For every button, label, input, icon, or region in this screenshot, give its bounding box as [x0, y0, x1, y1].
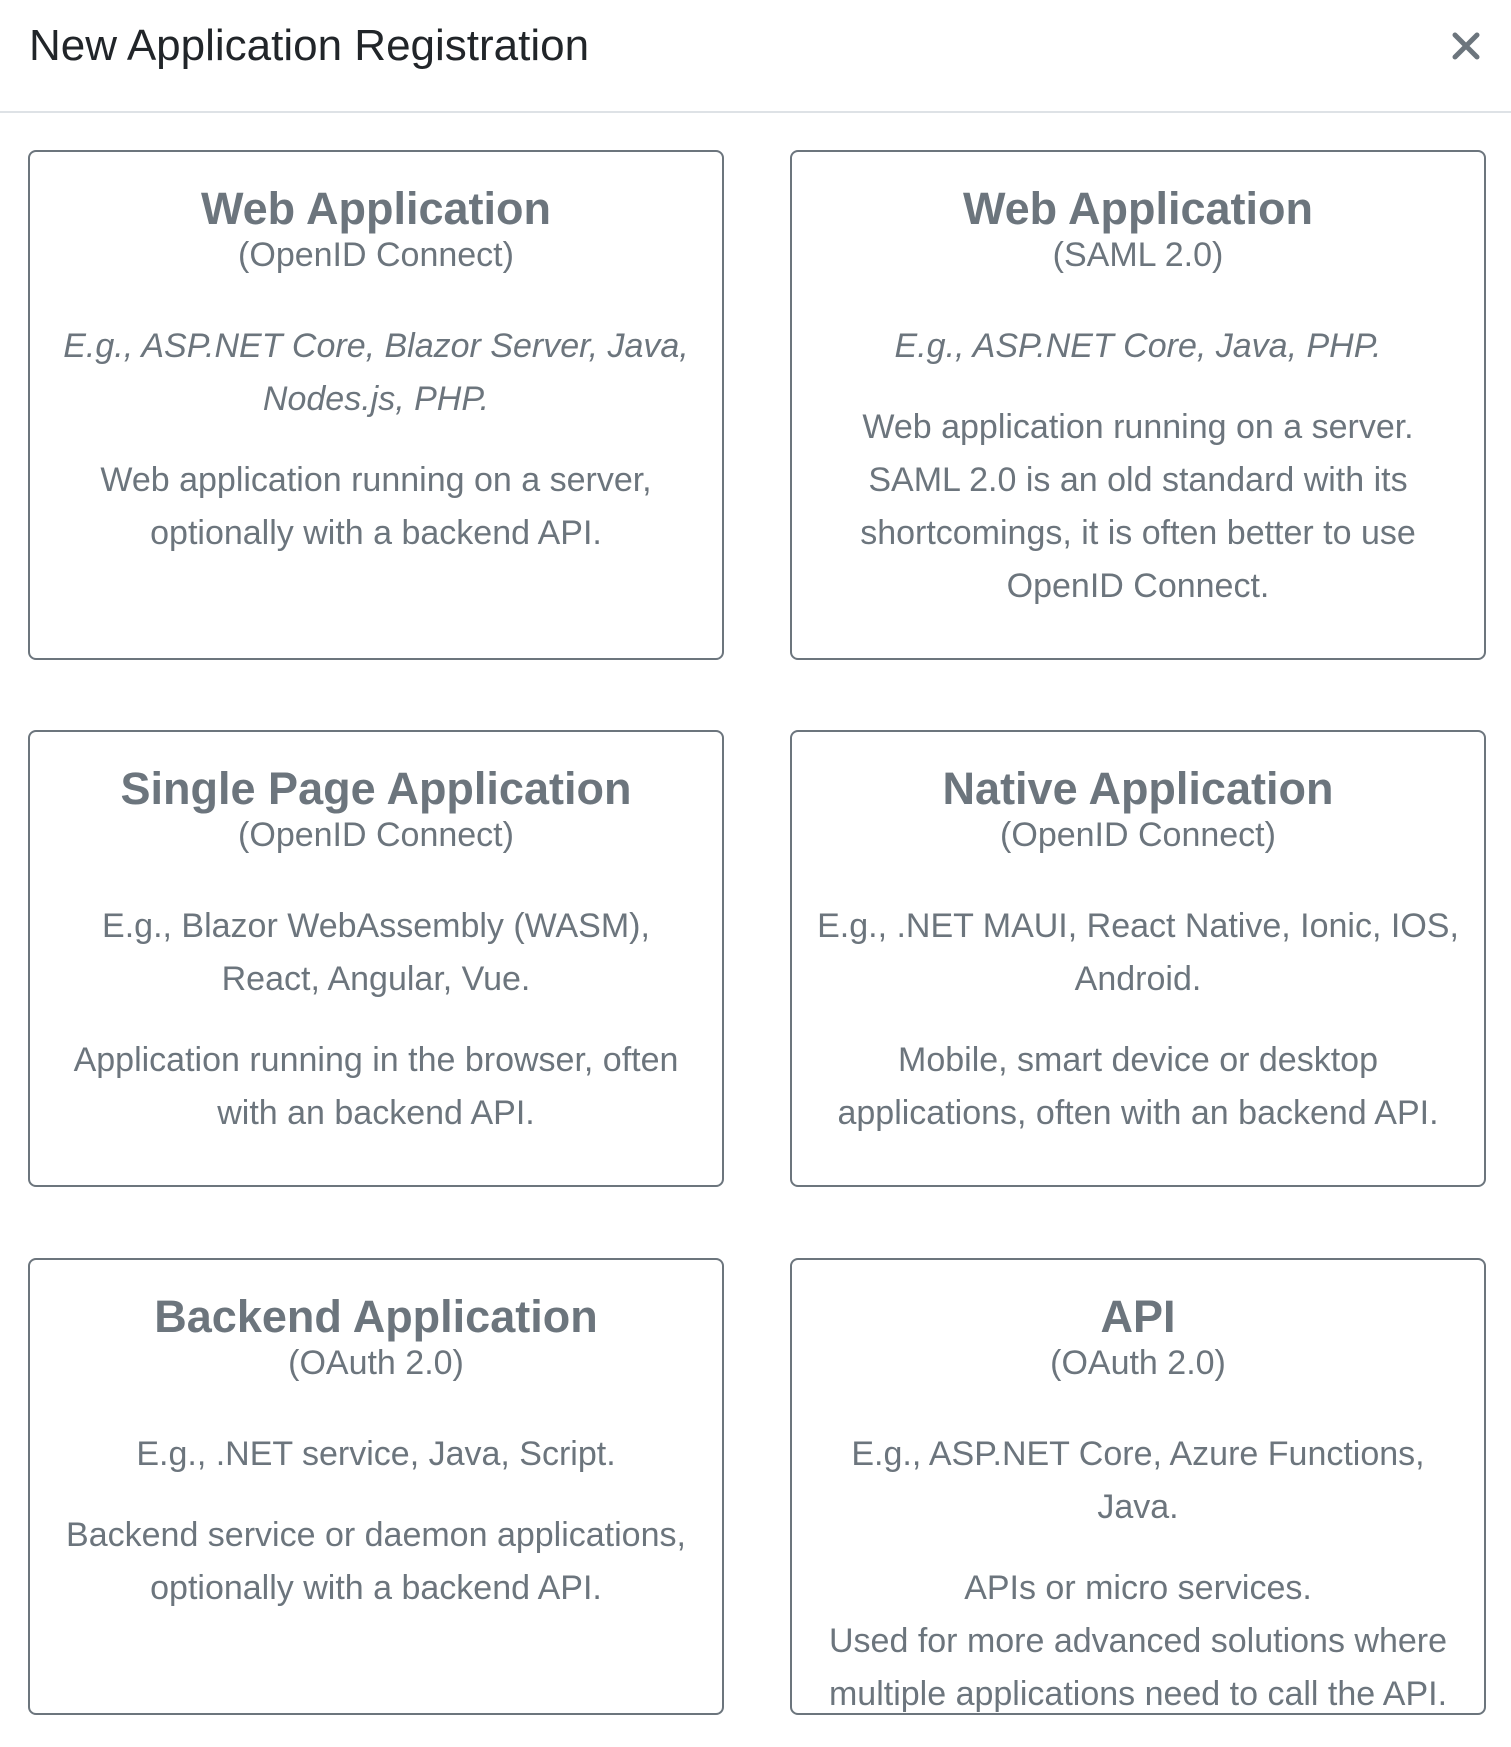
card-examples: E.g., .NET MAUI, React Native, Ionic, IOS, Android. [817, 907, 1459, 998]
card-description [54, 454, 698, 560]
card-description [816, 1034, 1460, 1140]
card-protocol: (OAuth 2.0) [1050, 1344, 1226, 1382]
card-web-application-oidc[interactable] [28, 150, 724, 660]
card-description-line: Used for more advanced solutions where multiple applications need to call the API. [828, 1622, 1448, 1713]
card-description-line: APIs or micro services. [964, 1569, 1312, 1607]
card-title: Native Application [942, 763, 1334, 814]
card-description-line: Web application running on a server. SAML 2.0 is an old standard with its shortcomings, it is often better to use OpenID Connect. [860, 408, 1416, 605]
close-icon [1452, 32, 1480, 60]
card-protocol: (OAuth 2.0) [288, 1344, 464, 1382]
card-title: Single Page Application [120, 763, 632, 814]
card-description [816, 401, 1460, 613]
card-examples: E.g., ASP.NET Core, Azure Functions, Java. [851, 1435, 1425, 1526]
card-title: API [1100, 1291, 1176, 1342]
card-examples: E.g., .NET service, Java, Script. [136, 1435, 616, 1473]
card-protocol: (OpenID Connect) [238, 816, 514, 854]
card-title: Web Application [962, 183, 1313, 234]
dialog-header [0, 0, 1511, 113]
card-description [54, 1509, 698, 1615]
dialog-title: New Application Registration [29, 21, 590, 70]
card-description-line: Mobile, smart device or desktop applications, often with an backend API. [837, 1041, 1439, 1132]
close-button[interactable] [1440, 20, 1492, 72]
card-native-application[interactable] [790, 730, 1486, 1187]
card-backend-application[interactable] [28, 1258, 724, 1715]
card-description-line: Application running in the browser, often with an backend API. [73, 1041, 679, 1132]
card-examples: E.g., ASP.NET Core, Blazor Server, Java, Nodes.js, PHP. [63, 327, 689, 418]
card-title: Web Application [200, 183, 551, 234]
card-api[interactable] [790, 1258, 1486, 1715]
card-web-application-saml[interactable] [790, 150, 1486, 660]
card-protocol: (SAML 2.0) [1052, 236, 1224, 274]
card-description [816, 1562, 1460, 1721]
card-description [54, 1034, 698, 1140]
card-protocol: (OpenID Connect) [1000, 816, 1276, 854]
card-single-page-application[interactable] [28, 730, 724, 1187]
card-title: Backend Application [154, 1291, 598, 1342]
card-examples: E.g., ASP.NET Core, Java, PHP. [894, 327, 1382, 365]
card-examples: E.g., Blazor WebAssembly (WASM), React, Angular, Vue. [102, 907, 650, 998]
card-description-line: Backend service or daemon applications, optionally with a backend API. [66, 1516, 686, 1607]
card-description-line: Web application running on a server, optionally with a backend API. [100, 461, 652, 552]
card-protocol: (OpenID Connect) [238, 236, 514, 274]
